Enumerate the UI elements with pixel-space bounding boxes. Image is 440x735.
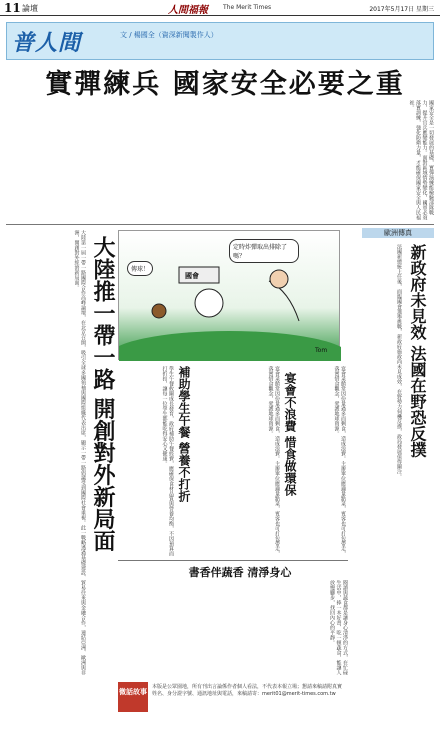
belt-road-headline: 大陸推一帶一路 開創對外新局面 — [90, 236, 116, 552]
europe-column-tag: 歐洲傳真 — [362, 228, 434, 238]
france-body: 法國新總統上任後，面臨國會選舉挑戰，新政府施政尚未見成效，在野勢力伺機反撲，政局發展值得關注。 — [396, 244, 402, 479]
cartoon-bubble-left: 傳球！ — [127, 261, 153, 276]
editorial-note: 本版是公眾園地，所有刊出言論係作者個人看法，不代表本報立場；懇請來稿請附真實姓名、身分證字號、通訊地址與電話，來稿請寄：merit01@merit-times.com.tw — [152, 684, 343, 697]
banquet-body-cont: 宴會菜餚常因份量過多而剩食，造成浪費。主辦單位應適量點菜，賓客也可打包帶走，落實惜食觀念，愛護地球資源。 — [333, 366, 346, 556]
column-byline: 文 / 楊國全（資深新聞製作人） — [120, 31, 218, 39]
divider — [118, 560, 348, 561]
cartoon-bubble-top: 定時炸彈取出排除了嗎？ — [229, 239, 299, 263]
main-headline: 實彈練兵 國家安全必要之重 — [45, 69, 405, 100]
column-name: 普人間 — [12, 30, 82, 56]
cartoon-signature: Tom — [315, 347, 328, 354]
section-title: 論壇 — [22, 4, 38, 13]
banquet-headline: 宴會不浪費 惜食做環保 — [283, 372, 297, 497]
editorial-cartoon — [118, 230, 340, 360]
lunch-headline: 補助學生午餐 營養不打折 — [177, 366, 191, 503]
page-number: 11 — [4, 1, 21, 15]
books-headline: 書香伴蔬香 清淨身心 — [188, 566, 292, 579]
newspaper-logo: 人間福報 — [168, 5, 208, 16]
main-article-body: 國家安全是一切發展的基礎，實彈演練能檢驗部隊戰力，提升官兵應變能力。面對區域情勢變化，國軍必須落實訓練，強化防衛力量，才能確保國家安全與人民福祉。 — [408, 100, 434, 220]
books-body: 閱讀與蔬食都是讓身心清淨的方式，在忙碌生活中，捧一本好書、吃一頓蔬食，能讓人放慢腳步，找回內心的平靜。 — [329, 580, 348, 675]
story-tag: 微話故事 — [118, 682, 148, 712]
issue-date: 2017年5月17日 星期三 — [369, 6, 434, 13]
newspaper-logo-en: The Merit Times — [223, 4, 272, 11]
divider — [6, 224, 434, 225]
france-headline: 新政府未見效 法國在野恐反撲 — [408, 244, 427, 458]
lunch-body: 學生午餐攸關成長發育，政府補助午餐經費，應確保食材品質與營養均衡，不因預算而打折扣，讓每一位學生都能吃得安心又健康。 — [161, 366, 174, 556]
cartoon-ball-label: 國會 — [185, 272, 199, 280]
banquet-body: 宴會菜餚常因份量過多而剩食，造成浪費。主辦單位應適量點菜，賓客也可打包帶走，落實惜食觀念，愛護地球資源。 — [267, 366, 280, 556]
belt-road-body: 大陸第一屆一帶一路國際合作高峰論壇，在北京召開，吸引全球多國領袖與國際組織代表出席，顯示一帶一路倡議受到國際社會重視。此一戰略透過基礎建設、貿易往來與金融合作，連結亞洲、歐洲與非洲，開創對外經濟新局面。 — [73, 230, 86, 675]
